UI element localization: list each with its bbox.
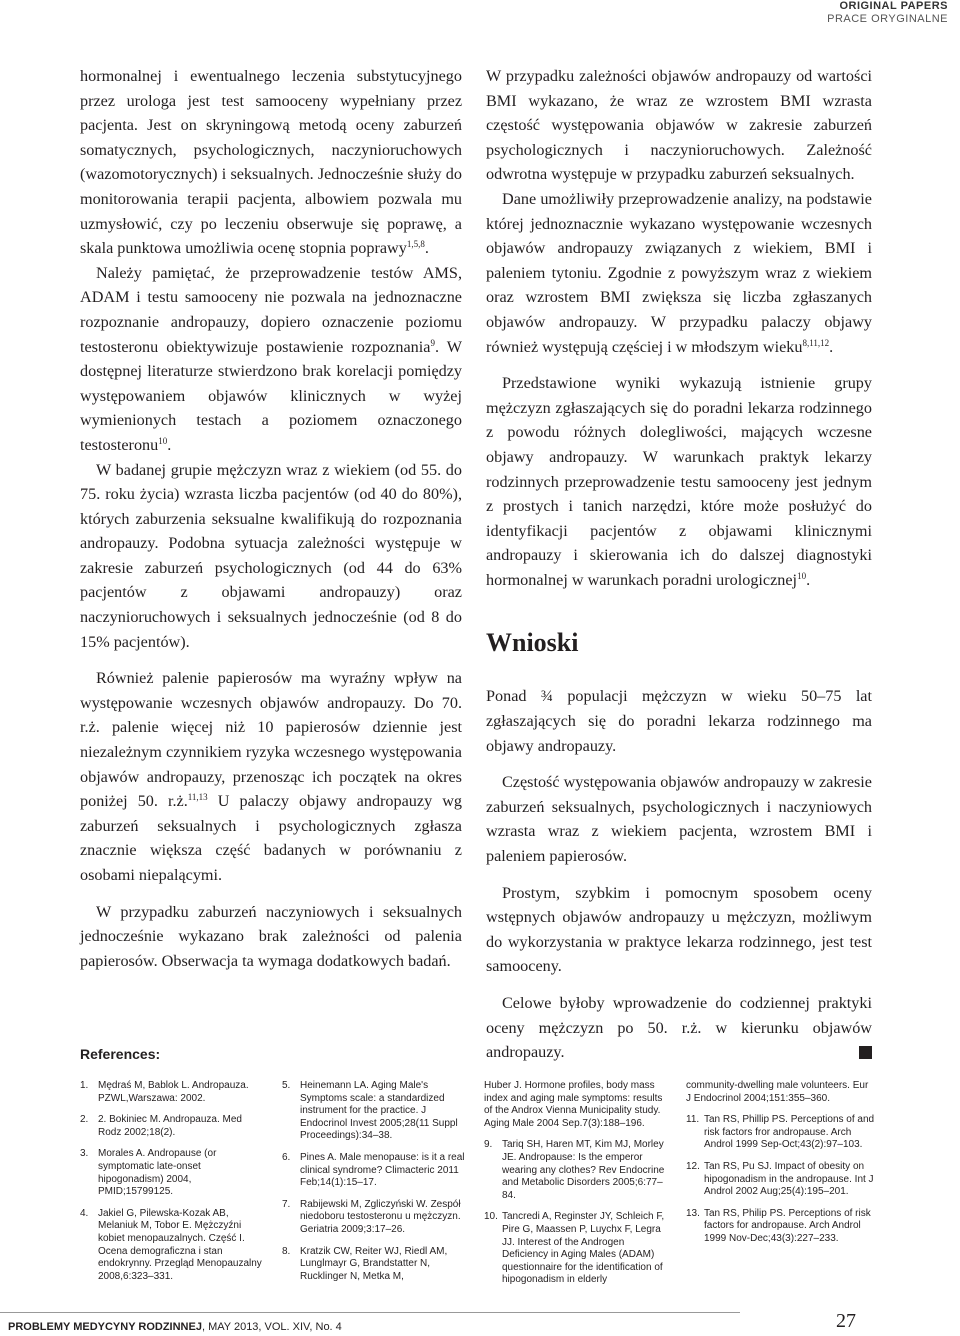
reference-continuation: Huber J. Hormone profiles, body mass index and aging male symptoms: results of the Androx Vienna Municipality study. Aging Male 2004 Sep.7(3):188–196. bbox=[484, 1080, 663, 1129]
reference-item: 11. Tan RS, Phillip PS. Perceptions of and risk factors fror andropause. Arch Androl 1999 Sep-Oct;43(2):97–103. bbox=[686, 1114, 875, 1151]
paragraph: Przedstawione wyniki wykazują istnienie grupy mężczyzn zgłaszających się do poradni lekarza rodzinnego z powodu różnych dolegliwości, mających wczesne objawy andropauzy. W warunkach praktyk lekarzy rodzinnych przeprowadzenie testu samooceny jest jednym z prostych i tanich narzędzi, które może posłużyć do identyfikacji pacjentów z objawami klinicznymi andropauzy i skierowania ich do dalszej diagnostyki hormonalnej w warunkach poradni urologicznej$^{10}$. bbox=[486, 374, 872, 589]
references-column-4 bbox=[686, 1080, 876, 1255]
section-heading-wnioski: Wnioski bbox=[486, 628, 579, 658]
reference-item: 6. Pines A. Male menopause: is it a real clinical syndrome? Climacteric 2011 Feb;14(1):15–17. bbox=[282, 1151, 465, 1189]
reference-item: 13. Tan RS, Philip PS. Perceptions of risk factors for andropause. Arch Androl 1999 Nov-Dec;43(3):227–233. bbox=[686, 1207, 871, 1244]
reference-item: 5. Heinemann LA. Aging Male's Symptoms scale: a standardized instrument for the practice. J Endocrinol Invest 2005;28(11 Suppl Proceedings):34–38. bbox=[282, 1080, 458, 1142]
references-column-2 bbox=[282, 1080, 468, 1292]
paragraph: Również palenie papierosów ma wyraźny wpływ na występowanie wczesnych objawów andropauzy. Do 70. r.ż. palenie więcej niż 10 papierosów dziennie jest niezależnym czynnikiem ryzyka wczesnego występowania objawów andropauzy, przenosząc ich początek na okres poniżej 50. r.ż.$^{11,13}$ U palaczy objawy andropauzy wg zaburzeń seksualnych i psychologicznych zgłasza znacznie większa część badanych w porównaniu z osobami niepalącymi. bbox=[80, 669, 463, 884]
reference-item: 9. Tariq SH, Haren MT, Kim MJ, Morley JE. Andropause: Is the emperor wearing any clothes? Rev Endocrine and Metabolic Disorders 2005;6:77–84. bbox=[484, 1139, 665, 1201]
paragraph: Należy pamiętać, że przeprowadzenie testów AMS, ADAM i testu samooceny nie pozwala na jednoznaczne rozpoznanie andropauzy, dopiero oznaczenie poziomu testosteronu obiektywizuje postawienie rozpoznania$^9$. W dostępnej literaturze stwierdzono brak korelacji pomiędzy występowaniem objawów klinicznych w wyżej wymienionych testach a poziomem oznaczonego testosteronu$^{10}$. bbox=[80, 263, 463, 454]
footer-journal bbox=[8, 1321, 342, 1333]
left-column bbox=[80, 64, 462, 973]
right-column bbox=[486, 64, 872, 1065]
references-column-3 bbox=[484, 1080, 670, 1296]
conclusion-paragraph: Ponad ¾ populacji mężczyzn w wieku 50–75 lat zgłaszających się do poradni lekarza rodzinnego ma objawy andropauzy. bbox=[486, 687, 872, 755]
journal-issue: , MAY 2013, VOL. XIV, No. 4 bbox=[201, 1321, 342, 1333]
paragraph: W badanej grupie mężczyzn wraz z wiekiem (od 55. do 75. roku życia) wzrasta liczba pacjentów (od 40 do 80%), których zaburzenia seksualne kwalifikują do rozpoznania andropauzy. Podobna sytuacja zależności występuje w zakresie zaburzeń psychologicznych (od 44 do 63% pacjentów z objawami andropauzy) oraz naczynioruchowych i seksualnych jednocześnie (od 8 do 15% pacjentów). bbox=[80, 460, 462, 651]
page-number: 27 bbox=[836, 1310, 856, 1332]
paragraph: hormonalnej i ewentualnego leczenia substytucyjnego przez urologa jest test samooceny wypełniany przez pacjenta. Jest on skryningową metodą oceny zaburzeń somatycznych, psychologicznych, naczynioruchowych (wazomotorycznych) i seksualnych. Jednocześnie służy do monitorowania terapii pacjenta, albowiem pozwala mu uzmysłowić, czy po leczeniu obserwuje się poprawę, a skala punktowa umożliwia ocenę stopnia poprawy$^{1,5,8}$. bbox=[80, 67, 462, 258]
header-line-1: ORIGINAL PAPERS bbox=[839, 0, 948, 12]
conclusion-paragraph: Celowe byłoby wprowadzenie do codziennej praktyki oceny mężczyzn po 50. r.ż. w kierunku objawów andropauzy. bbox=[486, 994, 872, 1062]
references-column-1 bbox=[80, 1080, 266, 1292]
paragraph: Dane umożliwiły przeprowadzenie analizy, na podstawie której jednoznacznie wykazano występowanie wczesnych objawów andropauzy związanych z wiekiem, BMI i paleniem tytoniu. Zgodnie z powyższym wraz z wiekiem oraz wzrostem BMI zwiększa się liczba zgłaszanych objawów andropauzy. W przypadku palaczy objawy również występują częściej i w młodszym wieku$^{8,11,12}$. bbox=[486, 189, 872, 356]
journal-name: PROBLEMY MEDYCYNY RODZINNEJ bbox=[8, 1321, 202, 1333]
paragraph: W przypadku zależności objawów andropauzy od wartości BMI wykazano, że wraz ze wzrostem BMI wzrasta częstość występowania objawów w zakresie zaburzeń psychologicznych i naczynioruchowych. Zależność odwrotna występuje w przypadku zaburzeń seksualnych. bbox=[486, 67, 872, 184]
reference-item: 7. Rabijewski M, Zgliczyński W. Zespół niedoboru testosteronu u mężczyzn. Geriatria 2009;3:17–26. bbox=[282, 1198, 461, 1235]
reference-continuation: community-dwelling male volunteers. Eur J Endocrinol 2004;151:355–360. bbox=[686, 1080, 869, 1104]
reference-item: 4. Jakiel G, Pilewska-Kozak AB, Melaniuk M, Tobor E. Mężczyźni kobiet menopauzalnych. Część I. Ocena demograficzna i stan endokrynny. Przegląd Menopauzalny 2008,6:323–331. bbox=[80, 1207, 262, 1282]
references-title: References: bbox=[80, 1046, 161, 1062]
conclusion-paragraph: Częstość występowania objawów andropauzy w zakresie zaburzeń seksualnych, psychologicznych i naczyniowych wzrasta wraz z wiekiem pacjenta, wzrostem BMI i paleniem papierosów. bbox=[486, 773, 872, 866]
paragraph: W przypadku zaburzeń naczyniowych i seksualnych jednocześnie wykazano brak zależności od palenia papierosów. Obserwacja ta wymaga dodatkowych badań. bbox=[80, 902, 462, 970]
reference-item: 12. Tan RS, Pu SJ. Impact of obesity on hipogonadism in the andropause. Int J Androl 2002 Aug;25(4):195–201. bbox=[686, 1160, 874, 1198]
conclusion-paragraph: Prostym, szybkim i pomocnym sposobem oceny wstępnych objawów andropauzy u mężczyzn, możliwym do wykorzystania w praktyce lekarza rodzinnego, jest test samooceny. bbox=[486, 883, 872, 976]
footer-divider bbox=[0, 1312, 740, 1313]
reference-item: 1. Mędraś M, Bablok L. Andropauza. PZWL,Warszawa: 2002. bbox=[80, 1080, 249, 1104]
reference-item: 8. Kratzik CW, Reiter WJ, Riedl AM, Lunglmayr G, Brandstatter N, Rucklinger N, Metka M, bbox=[282, 1245, 448, 1282]
header-line-2: PRACE ORYGINALNE bbox=[827, 13, 948, 25]
reference-item: 10. Tancredi A, Reginster JY, Schleich F, Pire G, Maassen P, Luychx F, Legra JJ. Interest of the Androgen Deficiency in Aging Males (ADAM) questionnaire for the identification of hipogonadism in elderly bbox=[484, 1211, 665, 1286]
reference-item: 3. Morales A. Andropause (or symptomatic late-onset hipogonadism) 2004, PMID;15799125. bbox=[80, 1148, 217, 1198]
reference-item: 2. 2. Bokiniec M. Andropauza. Med Rodz 2002;18(2). bbox=[80, 1114, 242, 1138]
end-of-article-mark bbox=[859, 1046, 872, 1059]
running-header bbox=[827, 0, 948, 26]
